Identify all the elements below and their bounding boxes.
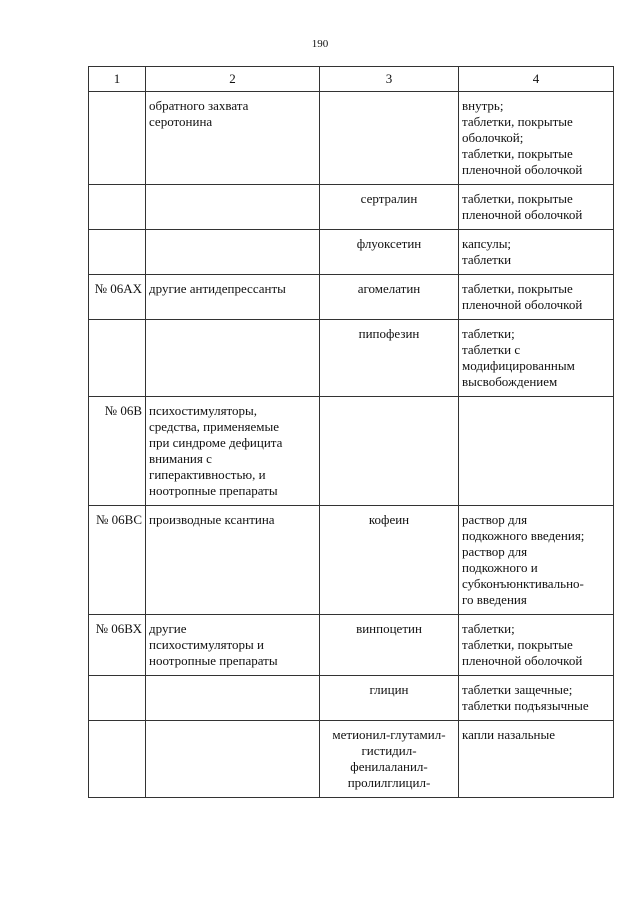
dosage-form-line: пленочной оболочкой xyxy=(462,297,583,312)
dosage-form-cell xyxy=(459,320,614,397)
group-name-line: внимания с xyxy=(149,451,212,466)
dosage-form-cell xyxy=(459,721,614,798)
group-name-cell xyxy=(146,721,320,798)
dosage-form-cell xyxy=(459,506,614,615)
group-name-cell xyxy=(146,676,320,721)
dosage-form-line: таблетки защечные; xyxy=(462,682,573,697)
dosage-form-line: таблетки, покрытые xyxy=(462,191,573,206)
group-name-line: другие антидепрессанты xyxy=(149,281,286,296)
dosage-form-line: таблетки, покрытые xyxy=(462,146,573,161)
dosage-form-line: раствор для xyxy=(462,512,528,527)
group-name-line: другие xyxy=(149,621,187,636)
inn-cell xyxy=(320,92,459,185)
inn-cell xyxy=(320,185,459,230)
group-name-line: гиперактивностью, и xyxy=(149,467,266,482)
inn-line: агомелатин xyxy=(357,281,421,296)
dosage-form-line: го введения xyxy=(462,592,527,607)
atc-code-cell xyxy=(89,230,146,275)
group-name-line: средства, применяемые xyxy=(149,419,280,434)
inn-line: винпоцетин xyxy=(356,621,422,636)
dosage-form-line: таблетки, покрытые xyxy=(462,637,573,652)
drug-list-table xyxy=(88,66,614,798)
group-name-cell xyxy=(146,230,320,275)
table-row xyxy=(89,185,614,230)
header-col-2: 2 xyxy=(146,67,320,92)
table-row xyxy=(89,676,614,721)
inn-line: сертралин xyxy=(360,191,418,206)
table-row xyxy=(89,320,614,397)
inn-cell xyxy=(320,230,459,275)
dosage-form-line: субконъюнктивально- xyxy=(462,576,584,591)
table-row xyxy=(89,615,614,676)
atc-code-cell xyxy=(89,320,146,397)
inn-line: пипофезин xyxy=(358,326,420,341)
group-name-line: при синдроме дефицита xyxy=(149,435,283,450)
dosage-form-line: таблетки, покрытые xyxy=(462,114,573,129)
inn-line: кофеин xyxy=(368,512,410,527)
inn-cell xyxy=(320,615,459,676)
dosage-form-line: таблетки; xyxy=(462,621,515,636)
dosage-form-line: капсулы; xyxy=(462,236,512,251)
dosage-form-line: раствор для xyxy=(462,544,528,559)
inn-line: глицин xyxy=(369,682,409,697)
dosage-form-line: оболочкой; xyxy=(462,130,524,145)
atc-code-cell: № 06ВХ xyxy=(89,615,146,676)
group-name-cell xyxy=(146,397,320,506)
atc-code-cell: № 06ВС xyxy=(89,506,146,615)
inn-line: пролилглицил- xyxy=(347,775,431,790)
group-name-cell xyxy=(146,185,320,230)
inn-line: флуоксетин xyxy=(356,236,422,251)
atc-code-cell xyxy=(89,92,146,185)
dosage-form-line: капли назальные xyxy=(462,727,555,742)
atc-code-cell xyxy=(89,721,146,798)
inn-cell xyxy=(320,320,459,397)
dosage-form-cell xyxy=(459,676,614,721)
dosage-form-line: пленочной оболочкой xyxy=(462,207,583,222)
dosage-form-cell xyxy=(459,275,614,320)
header-col-4: 4 xyxy=(459,67,614,92)
group-name-line: производные ксантина xyxy=(149,512,275,527)
inn-cell xyxy=(320,676,459,721)
group-name-cell xyxy=(146,275,320,320)
group-name-line: ноотропные препараты xyxy=(149,653,278,668)
group-name-cell xyxy=(146,92,320,185)
dosage-form-cell xyxy=(459,185,614,230)
inn-cell xyxy=(320,721,459,798)
dosage-form-cell xyxy=(459,230,614,275)
dosage-form-line: таблетки, покрытые xyxy=(462,281,573,296)
header-row xyxy=(89,67,614,92)
table-row xyxy=(89,92,614,185)
header-col-1: 1 xyxy=(89,67,146,92)
dosage-form-line: таблетки подъязычные xyxy=(462,698,589,713)
atc-code-cell xyxy=(89,676,146,721)
dosage-form-cell xyxy=(459,397,614,506)
atc-code-cell xyxy=(89,185,146,230)
header-col-3: 3 xyxy=(320,67,459,92)
table-row xyxy=(89,721,614,798)
dosage-form-line: подкожного и xyxy=(462,560,538,575)
atc-code-cell: № 06В xyxy=(89,397,146,506)
dosage-form-line: таблетки; xyxy=(462,326,515,341)
page-number: 190 xyxy=(311,38,329,50)
group-name-line: психостимуляторы и xyxy=(149,637,264,652)
group-name-line: серотонина xyxy=(149,114,213,129)
group-name-line: психостимуляторы, xyxy=(149,403,258,418)
inn-cell xyxy=(320,275,459,320)
inn-cell xyxy=(320,506,459,615)
table-body xyxy=(89,92,614,798)
dosage-form-line: модифицированным xyxy=(462,358,575,373)
dosage-form-line: подкожного введения; xyxy=(462,528,585,543)
inn-line: гистидил- xyxy=(361,743,417,758)
dosage-form-line: пленочной оболочкой xyxy=(462,653,583,668)
group-name-cell xyxy=(146,615,320,676)
group-name-cell xyxy=(146,320,320,397)
table-row xyxy=(89,506,614,615)
atc-code-cell: № 06АХ xyxy=(89,275,146,320)
group-name-line: ноотропные препараты xyxy=(149,483,278,498)
inn-line: фенилаланил- xyxy=(350,759,428,774)
inn-cell xyxy=(320,397,459,506)
dosage-form-line: таблетки с xyxy=(462,342,521,357)
table-row xyxy=(89,230,614,275)
table-row xyxy=(89,275,614,320)
dosage-form-cell xyxy=(459,92,614,185)
group-name-cell xyxy=(146,506,320,615)
dosage-form-line: таблетки xyxy=(462,252,512,267)
dosage-form-line: внутрь; xyxy=(462,98,504,113)
inn-line: метионил-глутамил- xyxy=(332,727,446,742)
dosage-form-line: пленочной оболочкой xyxy=(462,162,583,177)
table-row xyxy=(89,397,614,506)
dosage-form-line: высвобождением xyxy=(462,374,558,389)
dosage-form-cell xyxy=(459,615,614,676)
group-name-line: обратного захвата xyxy=(149,98,249,113)
